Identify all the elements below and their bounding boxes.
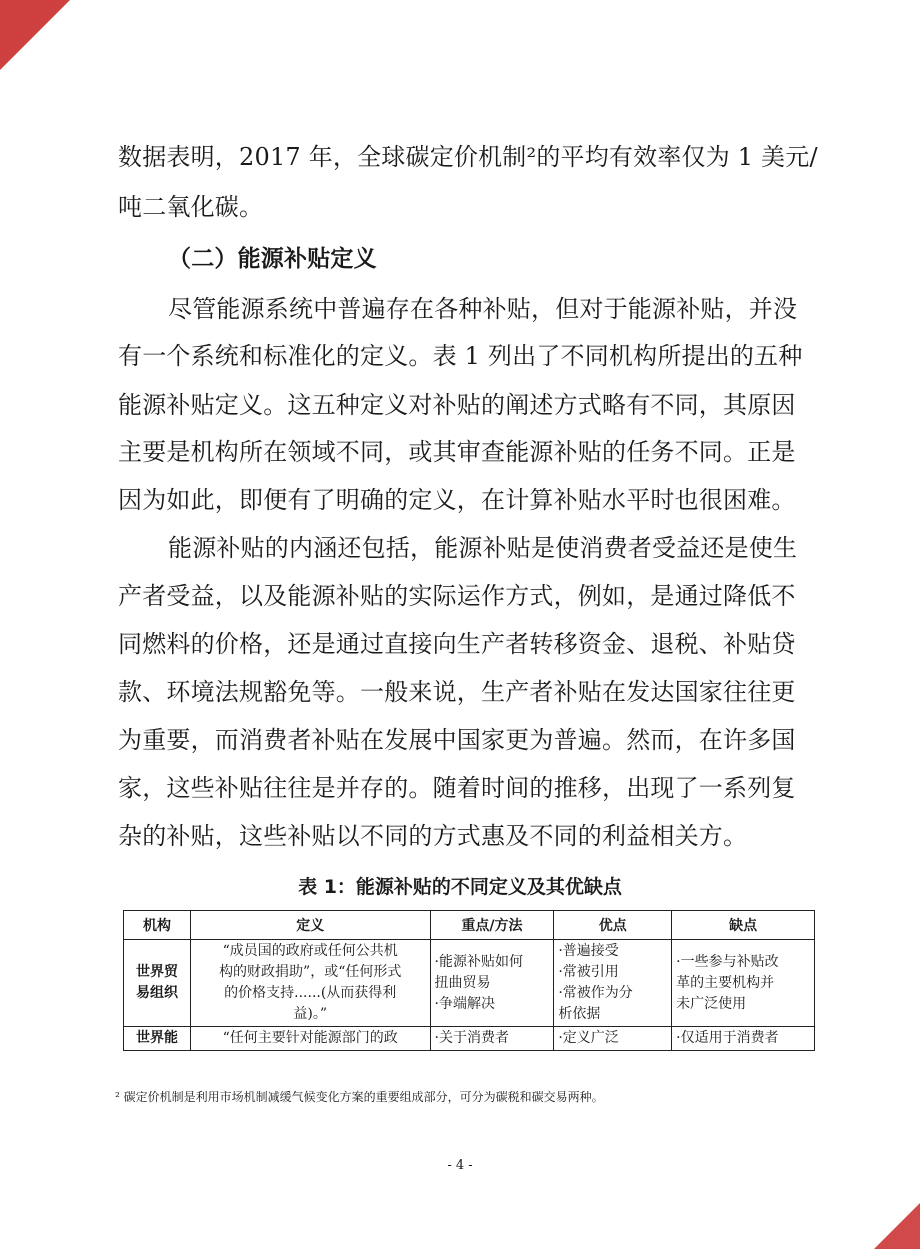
cons-line: ·一些参与补贴改: [676, 953, 779, 970]
cons-line: 革的主要机构并: [676, 974, 775, 991]
pros-line: ·常被作为分: [558, 985, 633, 1001]
header-definition: 定义: [190, 911, 430, 940]
header-focus: 重点/方法: [430, 911, 554, 940]
definition-line: 的价格支持......(从而获得利: [224, 985, 397, 1001]
header-pros: 优点: [554, 911, 672, 940]
para2-line2: 有一个系统和标准化的定义。表 1 列出了不同机构所提出的五种: [118, 342, 803, 370]
para3-line5: 为重要，而消费者补贴在发展中国家更为普遍。然而，在许多国: [118, 726, 796, 754]
cell-org: 世界能: [124, 1027, 191, 1051]
definition-line: 益)。”: [293, 1006, 328, 1022]
org-line: 世界贸: [135, 964, 178, 980]
cell-cons: ·仅适用于消费者: [672, 1027, 815, 1051]
para1-line2: 吨二氧化碳。: [118, 193, 264, 221]
pros-line: 析依据: [558, 1006, 601, 1022]
org-line: 易组织: [135, 985, 178, 1001]
para2-line1: 尽管能源系统中普遍存在各种补贴，但对于能源补贴，并没: [168, 295, 798, 323]
pros-line: ·普遍接受: [558, 943, 619, 959]
cell-org: [124, 940, 191, 1027]
focus-line: ·能源补贴如何: [434, 953, 523, 970]
corner-ribbon-bottom-right: [874, 1203, 920, 1249]
para2-line4: 主要是机构所在领域不同，或其审查能源补贴的任务不同。正是: [118, 438, 796, 466]
cell-focus: [430, 940, 554, 1027]
definition-line: 构的财政捐助”，或“任何形式: [219, 964, 402, 980]
definition-line: “成员国的政府或任何公共机: [222, 943, 398, 959]
para3-line4: 款、环境法规豁免等。一般来说，生产者补贴在发达国家往往更: [118, 678, 796, 706]
table-header-row: [124, 911, 815, 940]
corner-ribbon-top-left: [0, 0, 70, 70]
cons-line: 未广泛使用: [676, 995, 747, 1012]
header-org: 机构: [124, 911, 191, 940]
footnote: ² 碳定价机制是利用市场机制减缓气候变化方案的重要组成部分，可分为碳税和碳交易两种。: [115, 1090, 604, 1104]
para2-line5: 因为如此，即便有了明确的定义，在计算补贴水平时也很困难。: [118, 486, 796, 514]
cell-pros: ·定义广泛: [554, 1027, 672, 1051]
para3-line1: 能源补贴的内涵还包括，能源补贴是使消费者受益还是使生: [168, 534, 798, 562]
table-row: [124, 1027, 815, 1051]
cell-definition: [190, 940, 430, 1027]
focus-line: 扭曲贸易: [434, 974, 491, 991]
section-heading: （二）能源补贴定义: [168, 246, 377, 272]
para2-line3: 能源补贴定义。这五种定义对补贴的阐述方式略有不同，其原因: [118, 391, 796, 419]
para3-line2: 产者受益，以及能源补贴的实际运作方式，例如，是通过降低不: [118, 582, 796, 610]
cell-focus: ·关于消费者: [430, 1027, 554, 1051]
header-cons: 缺点: [672, 911, 815, 940]
page-number: - 4 -: [447, 1158, 473, 1173]
cell-definition: “任何主要针对能源部门的政: [190, 1027, 430, 1051]
para3-line7: 杂的补贴，这些补贴以不同的方式惠及不同的利益相关方。: [118, 822, 748, 850]
definitions-table: [123, 910, 815, 1051]
cell-pros: [554, 940, 672, 1027]
focus-line: ·争端解决: [434, 995, 495, 1012]
pros-line: ·常被引用: [558, 964, 619, 980]
table-row: [124, 940, 815, 1027]
para1-line1: 数据表明，2017 年，全球碳定价机制²的平均有效率仅为 1 美元/: [118, 143, 818, 171]
cell-cons: [672, 940, 815, 1027]
para3-line3: 同燃料的价格，还是通过直接向生产者转移资金、退税、补贴贷: [118, 630, 796, 658]
table-caption: 表 1：能源补贴的不同定义及其优缺点: [298, 876, 622, 898]
para3-line6: 家，这些补贴往往是并存的。随着时间的推移，出现了一系列复: [118, 774, 796, 802]
